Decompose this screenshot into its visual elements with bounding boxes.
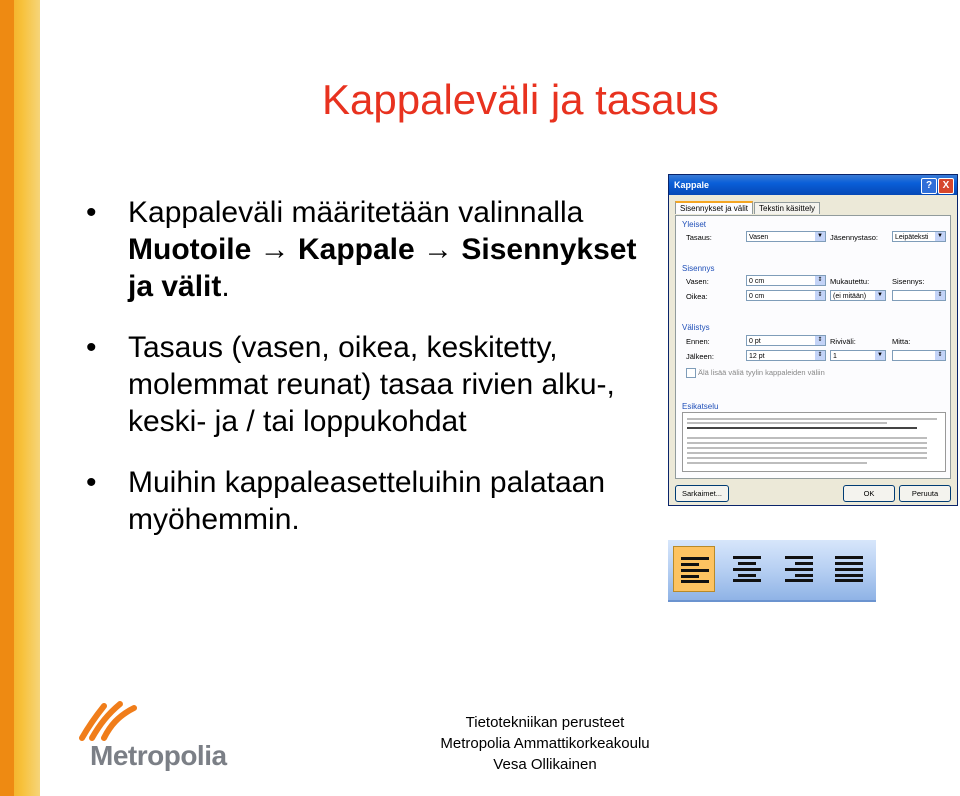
justify-icon bbox=[835, 556, 863, 582]
indent-right-value: 0 cm bbox=[749, 293, 765, 300]
tabs-button[interactable]: Sarkaimet... bbox=[675, 485, 729, 502]
paragraph-dialog bbox=[668, 174, 958, 506]
no-space-checkbox-label: Älä lisää väliä tyylin kappaleiden väliin bbox=[698, 368, 825, 377]
footer-course: Tietotekniikan perusteet bbox=[465, 714, 625, 731]
indent-right-label: Oikea: bbox=[686, 292, 708, 301]
group-preview: Esikatselu bbox=[682, 402, 719, 411]
dialog-panel bbox=[675, 215, 951, 479]
spacing-after-value: 12 pt bbox=[749, 353, 765, 360]
spinner-icon: ⇕ bbox=[815, 291, 825, 300]
bullet-item-1 bbox=[86, 194, 646, 305]
spacing-before-value: 0 pt bbox=[749, 338, 761, 345]
preview-line bbox=[687, 447, 927, 449]
chevron-down-icon: ▼ bbox=[875, 291, 885, 300]
justify-button[interactable] bbox=[828, 546, 870, 592]
tab-indents-spacing[interactable]: Sisennykset ja välit bbox=[675, 201, 753, 214]
bullet-3-text: Muihin kappaleasetteluihin palataan myöhemmin. bbox=[128, 466, 606, 536]
preview-line bbox=[687, 442, 927, 444]
outline-level-label: Jäsennystaso: bbox=[830, 233, 878, 242]
bullet-item-2 bbox=[86, 329, 646, 440]
footer-info bbox=[420, 712, 670, 775]
group-spacing: Välistys bbox=[682, 323, 710, 332]
alignment-select[interactable] bbox=[746, 231, 826, 242]
help-button[interactable]: ? bbox=[921, 178, 937, 194]
preview-box bbox=[682, 412, 946, 472]
dialog-title: Kappale bbox=[674, 180, 710, 190]
left-accent-stripe-inner bbox=[0, 0, 14, 796]
align-center-icon bbox=[733, 556, 761, 582]
spinner-icon: ⇕ bbox=[815, 336, 825, 345]
preview-line bbox=[687, 418, 937, 420]
line-spacing-value: 1 bbox=[833, 353, 837, 360]
slide-title: Kappaleväli ja tasaus bbox=[322, 76, 719, 123]
preview-line bbox=[687, 437, 927, 439]
align-left-button[interactable] bbox=[673, 546, 715, 592]
align-right-icon bbox=[785, 556, 813, 582]
no-space-checkbox[interactable] bbox=[686, 368, 696, 378]
align-center-button[interactable] bbox=[726, 546, 768, 592]
special-indent-label: Mukautettu: bbox=[830, 277, 870, 286]
preview-line bbox=[687, 427, 917, 429]
left-accent-stripe bbox=[0, 0, 40, 796]
outline-level-value: Leipäteksti bbox=[895, 234, 929, 241]
line-spacing-label: Riviväli: bbox=[830, 337, 856, 346]
alignment-label: Tasaus: bbox=[686, 233, 712, 242]
align-left-icon bbox=[681, 557, 709, 583]
spinner-icon: ⇕ bbox=[815, 276, 825, 285]
spacing-after-input[interactable] bbox=[746, 350, 826, 361]
indent-left-label: Vasen: bbox=[686, 277, 709, 286]
bullet-item-3 bbox=[86, 464, 646, 538]
indent-left-input[interactable] bbox=[746, 275, 826, 286]
spacing-before-label: Ennen: bbox=[686, 337, 710, 346]
bullet-1-bold: Muotoile → Kappale → Sisennykset ja välit bbox=[128, 233, 637, 303]
spacing-before-input[interactable] bbox=[746, 335, 826, 346]
chevron-down-icon: ▼ bbox=[935, 232, 945, 241]
logo-text: Metropolia bbox=[90, 740, 227, 771]
preview-line bbox=[687, 462, 867, 464]
spinner-icon: ⇕ bbox=[815, 351, 825, 360]
tab-line-page-breaks[interactable]: Tekstin käsittely bbox=[754, 202, 820, 214]
group-indentation: Sisennys bbox=[682, 264, 715, 273]
dialog-titlebar bbox=[669, 175, 957, 195]
indent-left-value: 0 cm bbox=[749, 278, 765, 285]
spacing-after-label: Jälkeen: bbox=[686, 352, 714, 361]
group-general: Yleiset bbox=[682, 220, 707, 229]
alignment-toolbar bbox=[668, 540, 876, 602]
bullet-1-end: . bbox=[221, 270, 230, 303]
bullet-2-text: Tasaus (vasen, oikea, keskitetty, molemmat reunat) tasaa rivien alku-, keski- ja / tai loppukohdat bbox=[128, 331, 615, 438]
indent-by-label: Sisennys: bbox=[892, 277, 925, 286]
footer-school: Metropolia Ammattikorkeakoulu bbox=[440, 735, 650, 752]
spinner-icon: ⇕ bbox=[935, 291, 945, 300]
chevron-down-icon: ▼ bbox=[815, 232, 825, 241]
bullet-list bbox=[86, 194, 646, 562]
special-indent-value: (ei mitään) bbox=[833, 293, 867, 300]
dialog-tabs bbox=[675, 201, 821, 215]
align-right-button[interactable] bbox=[778, 546, 820, 592]
cancel-button[interactable]: Peruuta bbox=[899, 485, 951, 502]
line-spacing-select[interactable] bbox=[830, 350, 886, 361]
footer-author: Vesa Ollikainen bbox=[493, 756, 597, 773]
outline-level-select[interactable] bbox=[892, 231, 946, 242]
close-button[interactable]: X bbox=[938, 178, 954, 194]
preview-line bbox=[687, 457, 927, 459]
line-at-input[interactable] bbox=[892, 350, 946, 361]
bullet-1-text: Kappaleväli määritetään valinnalla bbox=[128, 196, 584, 229]
indent-right-input[interactable] bbox=[746, 290, 826, 301]
preview-line bbox=[687, 422, 887, 424]
alignment-value: Vasen bbox=[749, 234, 769, 241]
indent-by-input[interactable] bbox=[892, 290, 946, 301]
ok-button[interactable]: OK bbox=[843, 485, 895, 502]
line-at-label: Mitta: bbox=[892, 337, 911, 346]
special-indent-select[interactable] bbox=[830, 290, 886, 301]
preview-line bbox=[687, 452, 927, 454]
chevron-down-icon: ▼ bbox=[875, 351, 885, 360]
spinner-icon: ⇕ bbox=[935, 351, 945, 360]
